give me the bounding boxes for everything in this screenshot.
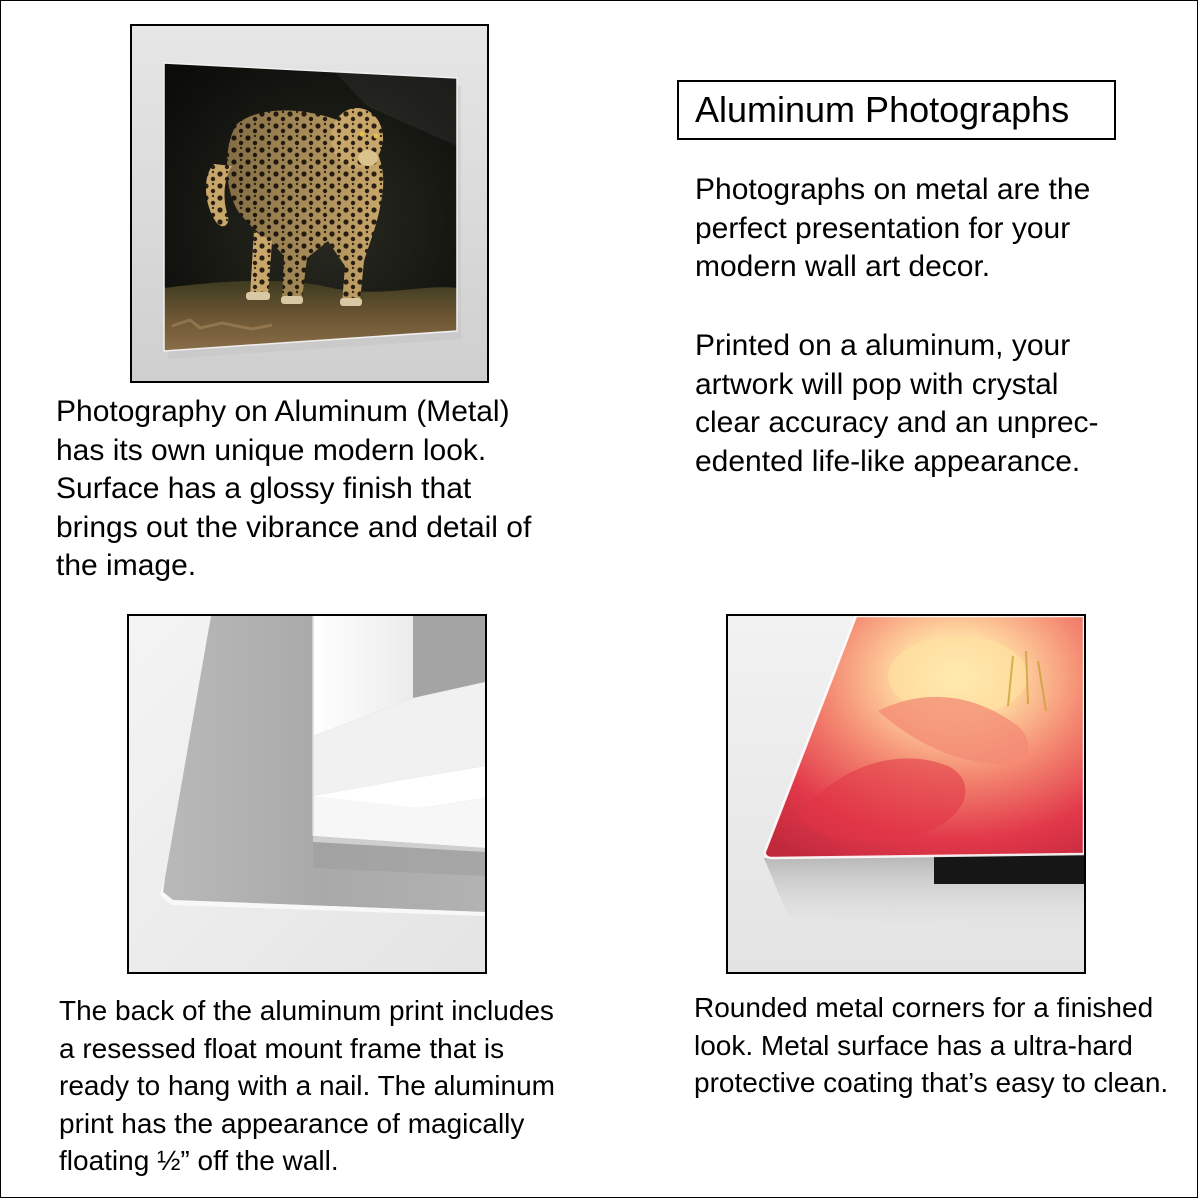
intro-text: Photographs on metal are the perfect presentation for your modern wall art decor. <box>695 173 1091 283</box>
page-title: Aluminum Photographs <box>677 80 1116 140</box>
float-mount-frame-image <box>127 614 487 974</box>
back-caption: The back of the aluminum print includes a resessed float mount frame that is ready to hang with a nail. The aluminum print has the appearance of magically floating ½” off the wall. <box>59 995 555 1176</box>
rounded-corner-image <box>726 614 1086 974</box>
leopard-caption: Photography on Aluminum (Metal) has its own unique modern look. Surface has a glossy finish that brings out the vibrance and detail of the image. <box>56 395 532 582</box>
corner-caption: Rounded metal corners for a finished look. Metal surface has a ultra-hard protective coating that’s easy to clean. <box>694 992 1169 1098</box>
printed-description-text: Printed on a aluminum, your artwork will pop with crystal clear accuracy and an unprec- edented life-like appearance. <box>695 329 1099 478</box>
leopard-metal-print-image <box>130 24 489 383</box>
